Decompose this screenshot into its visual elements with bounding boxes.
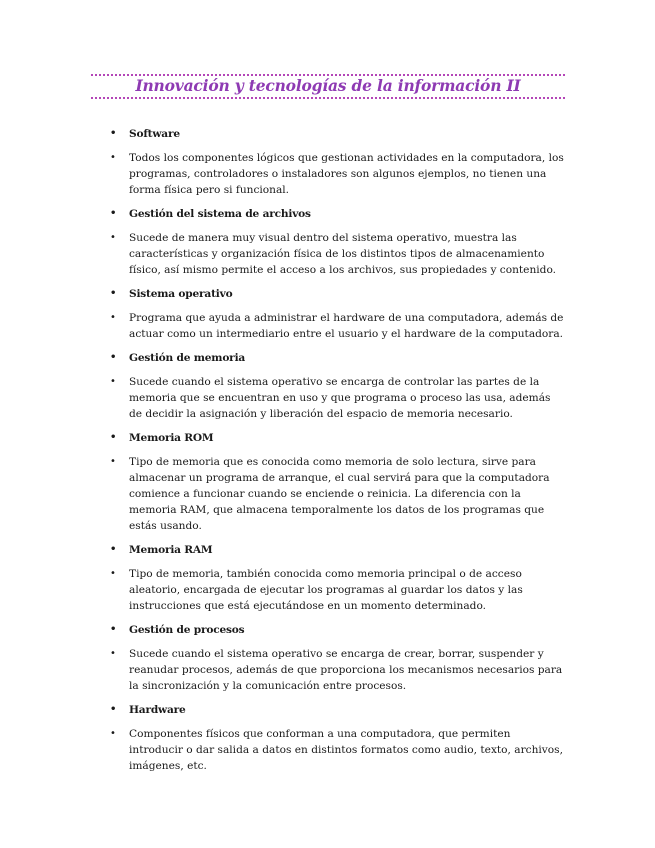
bullet-icon: • [110,544,117,555]
title-block [91,74,565,98]
bullet-icon: • [110,456,116,467]
bullet-icon: • [110,624,117,635]
bullet-icon: • [110,128,117,139]
list-item-text [110,566,565,614]
heading-text: Software [129,128,180,140]
list-item-heading [110,542,565,558]
heading-text: Sistema operativo [129,288,233,300]
list-item-heading [110,286,565,302]
bullet-icon: • [110,432,117,443]
heading-text: Memoria ROM [129,432,214,444]
paragraph-text: Sucede cuando el sistema operativo se encarga de crear, borrar, suspender y reanudar procesos, además de que proporciona los mecanismos necesarios para la sincronización y la comunicación entre procesos. [129,648,563,692]
heading-text: Memoria RAM [129,544,213,556]
list-item-heading [110,126,565,142]
paragraph-text: Tipo de memoria, también conocida como memoria principal o de acceso aleatorio, encargada de ejecutar los programas al guardar los datos y las instrucciones que está ejecutándose en un momento determinado. [129,568,523,612]
bullet-icon: • [110,208,117,219]
heading-text: Gestión de procesos [129,624,245,636]
bullet-icon: • [110,232,116,243]
heading-text: Hardware [129,704,186,716]
paragraph-text: Componentes físicos que conforman a una computadora, que permiten introducir o dar salida a datos en distintos formatos como audio, texto, archivos, imágenes, etc. [129,728,563,772]
list-item-text [110,150,565,198]
bullet-icon: • [110,648,116,659]
bullet-icon: • [110,568,116,579]
list-item-heading [110,430,565,446]
bullet-icon: • [110,288,117,299]
paragraph-text: Sucede cuando el sistema operativo se encarga de controlar las partes de la memoria que se encuentran en uso y que programa o proceso las usa, además de decidir la asignación y liberación del espacio de memoria necesario. [129,376,551,420]
list-item-text [110,230,565,278]
list-item-text [110,726,565,774]
list-item-text [110,454,565,534]
bullet-icon: • [110,376,116,387]
paragraph-text: Programa que ayuda a administrar el hardware de una computadora, además de actuar como un intermediario entre el usuario y el hardware de la computadora. [129,312,564,340]
list-item-heading [110,702,565,718]
paragraph-text: Tipo de memoria que es conocida como memoria de solo lectura, sirve para almacenar un programa de arranque, el cual servirá para que la computadora comience a funcionar cuando se enciende o reinicia. La diferencia con la memoria RAM, que almacena temporalmente los datos de los programas que estás usando. [129,456,550,532]
list-item-heading [110,622,565,638]
list-item-text [110,646,565,694]
bullet-icon: • [110,312,116,323]
bullet-icon: • [110,704,117,715]
list-item-heading [110,206,565,222]
paragraph-text: Todos los componentes lógicos que gestionan actividades en la computadora, los programas, controladores o instaladores son algunos ejemplos, no tienen una forma física pero si funcional. [129,152,564,196]
list-item-heading [110,350,565,366]
heading-text: Gestión del sistema de archivos [129,208,311,220]
bullet-icon: • [110,152,116,163]
title-dotted-rule-bottom [91,97,565,99]
heading-text: Gestión de memoria [129,352,246,364]
list-item-text [110,374,565,422]
bullet-icon: • [110,728,116,739]
bullet-icon: • [110,352,117,363]
list-item-text [110,310,565,342]
paragraph-text: Sucede de manera muy visual dentro del sistema operativo, muestra las características y organización física de los distintos tipos de almacenamiento físico, así mismo permite el acceso a los archivos, sus propiedades y contenido. [129,232,557,276]
bullet-list [110,126,565,782]
document-title: Innovación y tecnologías de la información II [135,76,521,95]
